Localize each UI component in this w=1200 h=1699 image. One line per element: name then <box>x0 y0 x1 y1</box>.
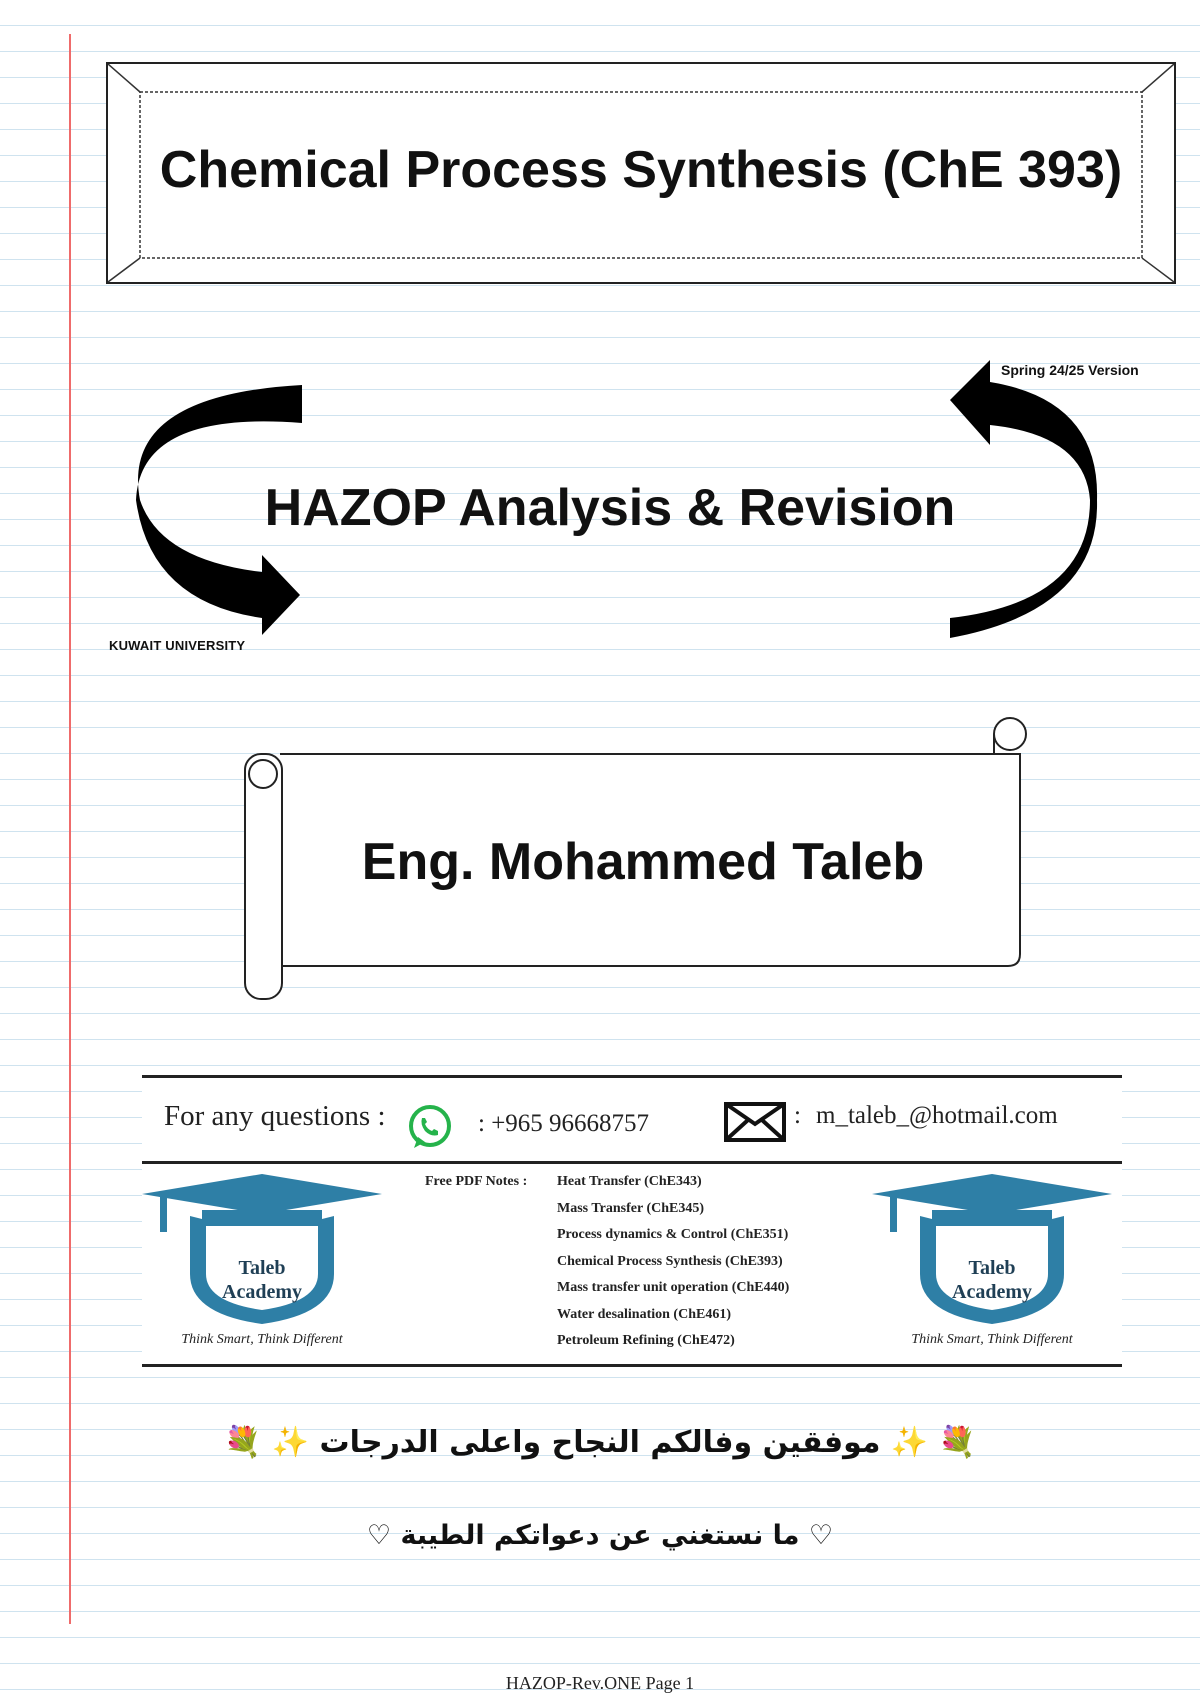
course-item: Mass transfer unit operation (ChE440) <box>557 1280 790 1295</box>
contact-divider <box>142 1161 1122 1164</box>
author-name: Eng. Mohammed Taleb <box>361 833 925 891</box>
academy-name-line2: Academy <box>952 1281 1032 1303</box>
right-curved-arrow <box>950 360 1097 638</box>
course-title: Chemical Process Synthesis (ChE 393) <box>159 141 1123 199</box>
academy-name-line1: Taleb <box>238 1257 286 1279</box>
email-address: m_taleb_@hotmail.com <box>816 1102 1058 1129</box>
phone-number: : +965 96668757 <box>478 1110 650 1137</box>
academy-tagline: Think Smart, Think Different <box>911 1332 1073 1347</box>
course-item: Water desalination (ChE461) <box>557 1306 731 1322</box>
version-label: Spring 24/25 Version <box>1001 362 1139 378</box>
academy-logo-left <box>142 1174 382 1359</box>
course-item: Chemical Process Synthesis (ChE393) <box>557 1253 783 1269</box>
notebook-margin-line <box>69 34 71 1624</box>
academy-logo-right <box>872 1174 1112 1359</box>
university-label: KUWAIT UNIVERSITY <box>109 638 246 653</box>
email-colon: : <box>794 1102 801 1129</box>
free-notes-label: Free PDF Notes : <box>425 1174 528 1189</box>
questions-label: For any questions : <box>164 1100 386 1132</box>
course-item: Process dynamics & Control (ChE351) <box>557 1227 789 1242</box>
course-item: Petroleum Refining (ChE472) <box>557 1333 735 1348</box>
mail-icon <box>724 1102 786 1142</box>
contact-panel <box>142 1075 1122 1367</box>
arabic-wish-line-1: 💐 ✨ موفقين وفالكم النجاح واعلى الدرجات ✨ 💐 <box>223 1425 977 1460</box>
arabic-wish-line-2: ♡ ما نستغني عن دعواتكم الطيبة ♡ <box>366 1520 834 1551</box>
course-list <box>557 1174 789 1360</box>
course-item: Mass Transfer (ChE345) <box>557 1200 704 1216</box>
topic-title: HAZOP Analysis & Revision <box>264 479 956 537</box>
course-item: Heat Transfer (ChE343) <box>557 1174 702 1189</box>
academy-name-line2: Academy <box>222 1281 302 1303</box>
page-footer: HAZOP-Rev.ONE Page 1 <box>505 1673 695 1693</box>
whatsapp-icon <box>406 1104 454 1150</box>
title-frame <box>106 62 1176 284</box>
academy-name-line1: Taleb <box>968 1257 1016 1279</box>
academy-tagline: Think Smart, Think Different <box>181 1332 343 1347</box>
academy-name <box>932 1256 1052 1304</box>
academy-name <box>202 1256 322 1304</box>
